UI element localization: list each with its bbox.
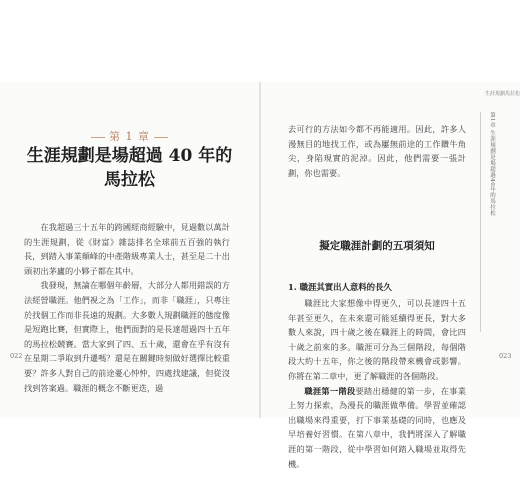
left-body-text xyxy=(24,220,230,395)
chapter-label xyxy=(0,128,259,144)
book-spread xyxy=(0,82,520,469)
chapter-label-text: 第 1 章 xyxy=(109,130,150,143)
right-top-paragraph: 去可行的方法如今都不再能適用。因此，許多人漫無目的地找工作，或為屢無前途的工作鑽牛角尖，身陷現實的泥淖。因此，他們需要一張計劃，你也需要。 xyxy=(288,124,466,178)
left-paragraph-2: 我發現，無論在哪個年齡層，大部分人都用錯誤的方法經營職涯。他們視之為「工作」，而非「職涯」，只專注於找個工作而非長遠的規劃。大多數人規劃職涯的態度像是短跑比賽，但實際上，他們面對的是長達超過四十五年的馬拉松競賽。當大家到了四、五十歲，還會在乎有沒有在星期二爭取到升遷嗎？還是在關鍵時刻做好選擇比較重要？許多人對自己的前途憂心忡忡，四處找建議，但從沒找到答案過。職涯的概念不斷更迭，過 xyxy=(24,280,230,393)
running-head: 生涯規劃馬拉松 xyxy=(485,91,520,97)
chapter-title-line2: 馬拉松 xyxy=(104,170,155,190)
left-paragraph-1: 在我超過三十五年的跨國經商經驗中，見過數以萬計的生涯規劃，從《財富》雜誌排名全球前五百強的執行長，到踏入事業顛峰的中產階級專業人士，甚至是二十出頭初出茅廬的小夥子都在其中。 xyxy=(24,222,230,276)
right-page xyxy=(261,82,520,469)
left-page-number: 022 xyxy=(10,352,23,360)
subsection-heading: 1. 職涯其實出人意料的長久 xyxy=(288,282,392,292)
right-paragraph-1: 職涯比大家想像中得更久，可以長達四十五年甚至更久，在未來還可能延續得更長，對大多數人來說，四十歲之後在職涯上的時間，會比四十歲之前來的多。職涯可分為三個階段，每個階段大約十五年，你之後的階段帶來機會或影響。你將在第二章中，更了解職涯的各個階段。 xyxy=(288,298,466,381)
chapter-rule-left xyxy=(91,137,105,138)
section-heading: 擬定職涯計劃的五項須知 xyxy=(319,240,435,252)
right-page-number: 023 xyxy=(499,352,512,360)
chapter-rule-right xyxy=(154,137,168,138)
chapter-title-line1: 生涯規劃是場超過 40 年的 xyxy=(26,146,233,166)
side-tab-text: 第1章 生涯規劃是場超過40年的馬拉松 xyxy=(489,112,495,217)
chapter-side-tab xyxy=(480,112,505,332)
right-paragraph-2 xyxy=(288,384,466,472)
right-body-text xyxy=(288,296,466,471)
phase-text: 要踏出穩健的第一步，在事業上努力探索，為漫長的職涯做準備。學習並確認出職場來得重要，打下事業基礎的同時，也應及早培養好習慣。在第八章中，我們將深入了解職涯的第一階段，從中學習如何踏入職場並取得先機。 xyxy=(288,385,466,469)
phase-title: 職涯第一階段 xyxy=(304,385,356,396)
left-page xyxy=(0,82,259,418)
right-top-text xyxy=(288,122,466,180)
chapter-title xyxy=(20,144,239,192)
